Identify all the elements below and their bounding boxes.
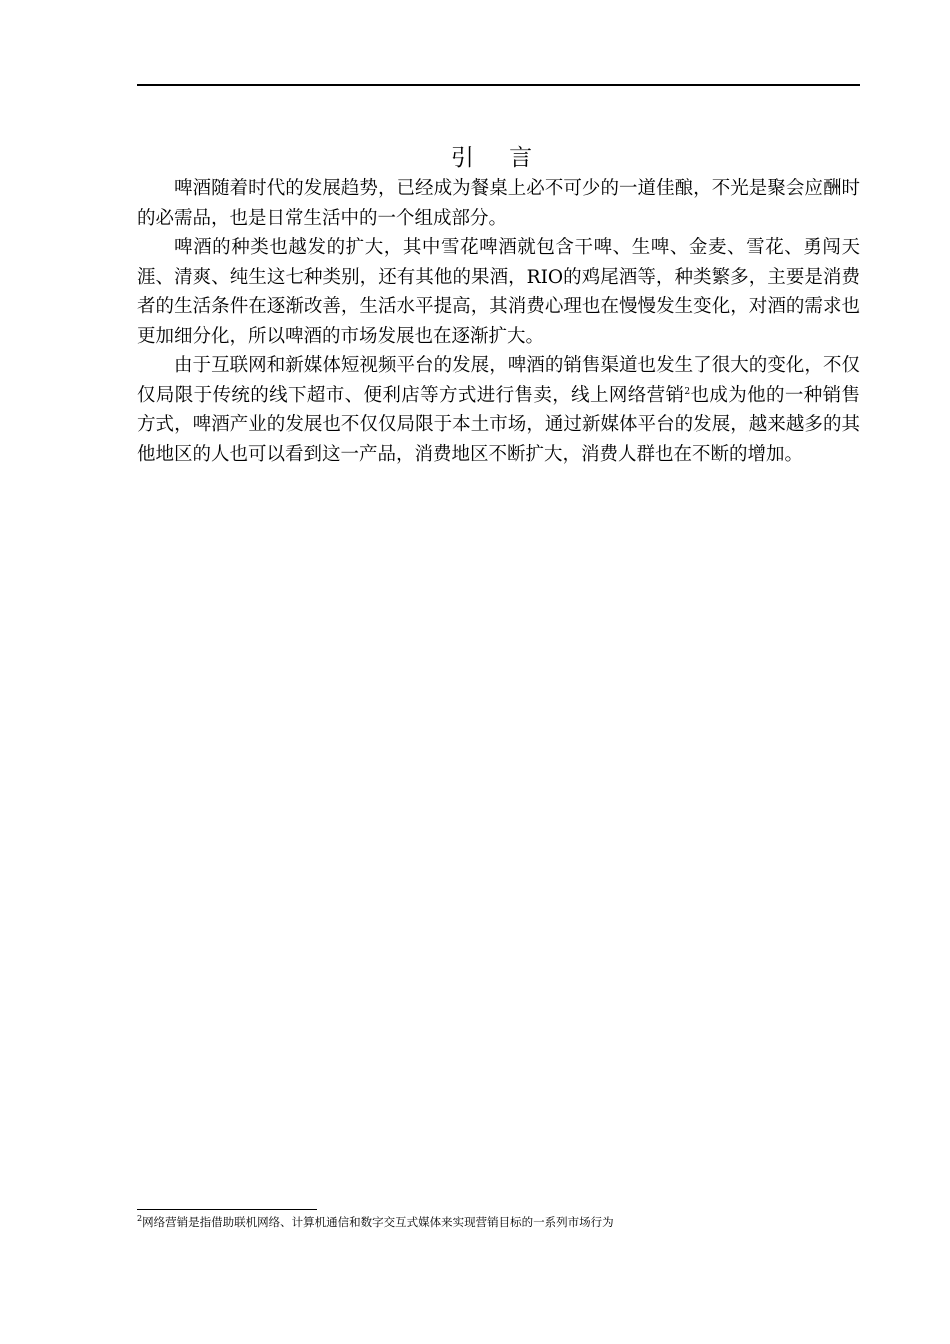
paragraph-2: 啤酒的种类也越发的扩大，其中雪花啤酒就包含干啤、生啤、金麦、雪花、勇闯天涯、清爽、纯生这七种类别，还有其他的果酒，RIO的鸡尾酒等，种类繁多，主要是消费者的生活条件在逐渐改善，生活水平提高，其消费心理也在慢慢发生变化，对酒的需求也更加细分化，所以啤酒的市场发展也在逐渐扩大。 xyxy=(137,237,860,347)
page-title: 引 言 xyxy=(450,145,547,171)
paragraph-3-text-start: 由于互联网和新媒体短视频平台的发展，啤酒的销售渠道也发生了很大的变化，不仅仅局限于传统的线下超市、便利店等方式进行售卖，线上网络营销 xyxy=(137,355,860,406)
paragraph-3-text-end: 也成为他的一种销售方式，啤酒产业的发展也不仅仅局限于本土市场，通过新媒体平台的发展，越来越多的其他地区的人也可以看到这一产品，消费地区不断扩大，消费人群也在不断的增加。 xyxy=(137,384,860,465)
footnote-number: 2 xyxy=(137,1214,143,1224)
paragraph-3 xyxy=(137,351,860,469)
header-rule xyxy=(137,84,860,86)
footnote xyxy=(137,1213,860,1231)
body-text xyxy=(137,174,860,469)
footnote-separator xyxy=(137,1209,317,1210)
footnote-reference[interactable]: 2 xyxy=(684,386,691,397)
footnote-text: 网络营销是指借助联机网络、计算机通信和数字交互式媒体来实现营销目标的一系列市场行为 xyxy=(142,1215,614,1229)
paragraph-1: 啤酒随着时代的发展趋势，已经成为餐桌上必不可少的一道佳酿，不光是聚会应酬时的必需品，也是日常生活中的一个组成部分。 xyxy=(137,178,860,229)
